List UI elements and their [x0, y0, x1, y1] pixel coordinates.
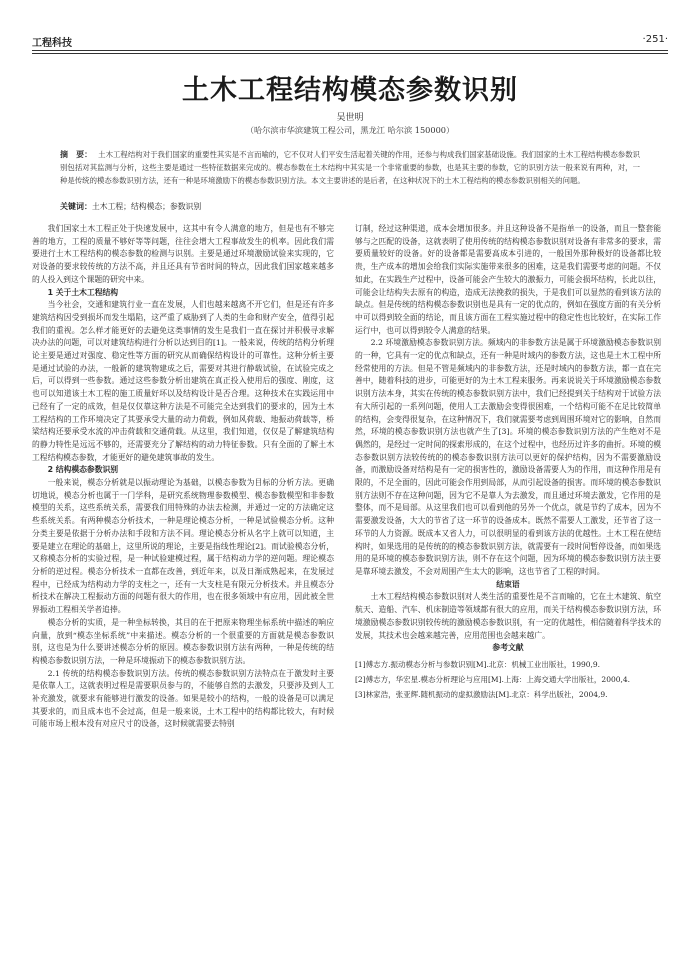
section-heading: 1 关于土木工程结构 — [47, 287, 119, 297]
page-number: ·251· — [642, 34, 668, 45]
left-column — [32, 223, 334, 731]
keywords — [60, 201, 640, 212]
right-column — [355, 223, 661, 702]
reference-list — [355, 657, 661, 702]
journal-name: 工程科技 — [32, 38, 72, 49]
paragraph: 一般来说，模态分析就是以振动理论为基础，以模态参数为目标的分析方法。更确切地说，模态分析也属于一门学科，是研究系统物理参数模型、模态参数模型和非参数模型的关系，这些系统关系，需要我们用特殊的办法去检测，并通过一定的方法确定这些系统关系。有两种模态分析技术，一种是理论模态分析，一种是试验模态分析。这种分类主要是依据于分析办法和手段和方法不同。理论模态分析从名字上就可以知道，主要是建立在理论的基础上，这里所说的理论，主要是指线性理论[2]。而试验模态分析，又称模态分析的实验过程，是一种试验建模过程，属于结构动力学的逆问题。理论模态分析的逆过程。模态分析技术一直都在改善，到近年来，以及日渐成熟起来，在发展过程中，已经成为结构动力学的支柱之一，还有一大支柱是有限元分析技术。并且模态分析技术在解决工程振动方面的问题有很大的作用，也在很多领域中有应用，因此被全世界振动工程相关学者追捧。 — [32, 478, 334, 615]
running-header — [32, 34, 668, 50]
author: 吴世明 — [336, 113, 364, 123]
section-heading: 结束语 — [496, 579, 520, 589]
paper-title: 土木工程结构模态参数识别 — [182, 75, 518, 106]
paragraph: 2.2 环境激励模态参数识别方法。频域内的非参数方法是属于环境激励模态参数识别的一种，它具有一定的优点和缺点，还有一种是时域内的参数方法，这也是土木工程中所经常使用的方法。但是不管是频域内的非参数方法，还是时域内的参数方法，都一直在完善中，随着科技的进步，可能更好的为土木工程来服务。再来说说关于环境激励模态参数识别方法本身，其实在传统的模态参数识别方法中，我们已经提到关于结构对于试验方法有大所引起的一系列问题，使用人工去激励会变得很困难，一个结构可能不在足比较简单的结构，会变得很复杂，在这种情况下，我们就需要考虑到周围环境对它的影响，自然而然，环境的模态参数识别方法也就产生了[3]。环境的模态参数识别方法的产生绝对不是偶然的，是经过一定时间的探索形成的，在这个过程中，也经历过许多的曲折。环境的模态参数识别方法较传统的的模态参数识别方法可以更好的保护结构，因为不需要激励设备，而激励设备对结构是有一定的损害性的，激励设备需要人为的作用，而这种作用是有限的，不足全面的，因此可能会作用到局部，从而引起设备的损害。而环境的模态参数识别方法则不存在这种问题，因为它不是靠人为去激发，而且通过环境去激发，它作用的是整体，而不是局部。从这里我们也可以看到他的另外一个优点，就是节约了成本，因为不需要激发设备，大大的节省了这一环节的设备成本。既然不需要人工激发，还节省了这一环节的人力资源。既成本又省人力，可以很明显的看到该方法的优越性。土木工程在使结构时，如果选用的是传统的的模态参数识别方法，就需要有一段时间暂停设备，而如果选用的是环境的模态参数识别方法，则不存在这个问题，因为环境的模态参数识别方法主要是靠环境去激发，不会对周围产生太大的影响，这也节省了工程的时间。 — [355, 338, 661, 576]
header-rule — [32, 50, 668, 51]
paragraph: 当今社会，交通和建筑行业一直在发展，人们也越来越离不开它们，但是还有许多建筑结构因受到损坏而发生塌陷，这严重了威胁到了人类的生命和财产安全，值得引起我们的重视。怎么样才能更好的去避免这类事情的发生是我们一直在探讨并积极寻求解决办法的问题，可以对建筑结构进行分析以达到目的[1]。一般来说，传统的结构分析理论主要是通过对强度、稳定性等方面的研究从而确保结构设计的可靠性。这种分析主要是通过试验的办法，一般新的建筑物建成之后，需要对其进行静载试验，在试验完成之后，可以得到一些参数。通过这些参数分析出建筑在真正投入使用后的强度、刚度，这也可以知道该土木工程的施工质量好坏以及结构设计是否合理。这种技术在实践运用中已经有了一定的成效，但是仅仅靠这种方法是不可能完全达到我们的要求的，因为土木工程结构的工作环境决定了其要承受大量的动力荷载，例如风荷载、地振动荷载等，桥梁结构还要承受水流的冲击荷载和交通荷载。从这里，我们知道，仅仅是了解建筑结构的静力特性是远远不够的，还需要充分了解结构的动力特征参数。只有全面的了解土木工程结构模态参数，才能更好的避免建筑事故的发生。 — [32, 300, 334, 462]
paragraph: 模态分析的实质，是一种坐标转换，其目的在于把原来物理坐标系统中描述的响应向量，放到“模态坐标系统”中来描述。模态分析的一个很重要的方面就是模态参数识别，这也是为什么要讲述模态分析的原因。模态参数识别方法有两种，一种是传统的结构模态参数识别方法，一种是环境振动下的模态参数识别方法。 — [32, 617, 334, 665]
paragraph: 土木工程结构模态参数识别对人类生活的重要性是不言而喻的，它在土木建筑、航空航天、造船、汽车、机床制造等领域都有很大的应用，而关于结构模态参数识别方法，环境激励模态参数识别较传统的激励模态参数识别，有一定的优越性，相信随着科学技术的发展，其技术也会越来越完善，应用范围也会越来越广。 — [355, 592, 661, 640]
reference-item: [1]傅志方.振动模态分析与参数识别[M].北京：机械工业出版社，1990,9. — [355, 659, 601, 669]
header-rule-thin — [32, 53, 668, 54]
section-heading: 2 结构模态参数识别 — [47, 465, 119, 475]
abstract-label: 摘 要： — [60, 150, 93, 159]
reference-item: [3]林家浩，张亚辉.随机振动的虚拟激励法[M].北京：科学出版社，2004,9. — [355, 689, 608, 699]
affiliation: （哈尔滨市华滨建筑工程公司，黑龙江 哈尔滨 150000） — [245, 125, 455, 135]
keywords-label: 关键词： — [60, 202, 92, 211]
section-heading: 参考文献 — [492, 643, 524, 653]
reference-item: [2]傅志方，华宏星.模态分析理论与应用[M].上海：上海交通大学出版社，2000,4. — [355, 674, 631, 684]
paragraph: 我们国家土木工程正处于快速发展中，这其中有令人满意的地方，但是也有不够完善的地方，工程的质量不够好等等问题，往往会增大工程事故发生的机率。因此我们需要进行土木工程结构的模态参数的检测与识别。主要是通过环境激励试验来实现的，它对设备的要求较传统的方法不高，并且还具有节省时间的特点，因此我们国家越来越多的人投入到这个课题的研究中来。 — [32, 224, 334, 284]
keywords-text: 土木工程；结构模态；参数识别 — [92, 202, 202, 211]
paragraph: 订制，经过这种渠道，成本会增加很多。并且这种设备不是指单一的设备，而且一整套能够与之匹配的设备，这就表明了使用传统的结构模态参数识别对设备有非常多的要求，需要质量较好的设备。好的设备都是需要高成本引进的，一般国外那种极好的设备都比较贵，生产成本的增加会给我们实际实施带来很多的困难，这是我们需要考虑的问题。不仅如此，在实践生产过程中，设备可能会产生较大的激振力，可能会损坏结构，长此以往，可能会让结构失去原有的构造，造成无法挽救的损失，于是我们可以显然的看到该方法的缺点。但是传统的结构模态参数识别也是具有一定的优点的，例如在强度方面的有关分析中可以得到较全面的结论，而且该方面在工程实施过程中的稳定性也比较好，在实际工作运行中，也可以得到较令人满意的结果。 — [355, 224, 661, 335]
paragraph: 2.1 传统的结构模态参数识别方法。传统的模态参数识别方法特点在于激发时主要是依靠人工，这就表明过程是需要职员参与的，不能够自然的去激发，只要涉及到人工补充激发，就要求有能够进行激发的设备。如果是较小的结构，一般的设备是可以满足其要求的，而且成本也不会过高，但是一般来说，土木工程中的结构都比较大，有时候可能市场上根本没有对应尺寸的设备，这时候就需要去特别 — [32, 668, 334, 729]
abstract — [60, 148, 640, 187]
abstract-text: 土木工程结构对于我们国家的重要性其实是不言而喻的，它不仅对人们平安生活起着关键的作用，还参与构成我们国家基础设施。我们国家的土木工程结构模态参数识别包括对其监测与分析，这些主要是通过一些特征数据来完成的。模态参数在土木结构中其实是一个非常重要的参数，也是其主要的参数，它的识别方法一般来说有两种，对，一种是传统的模态参数识别方法，还有一种是环境激励下的模态参数识别方法。本文主要讲述的是后者，在这种状况下的土木工程结构的模态参数识别相关的问题。 — [60, 150, 641, 185]
